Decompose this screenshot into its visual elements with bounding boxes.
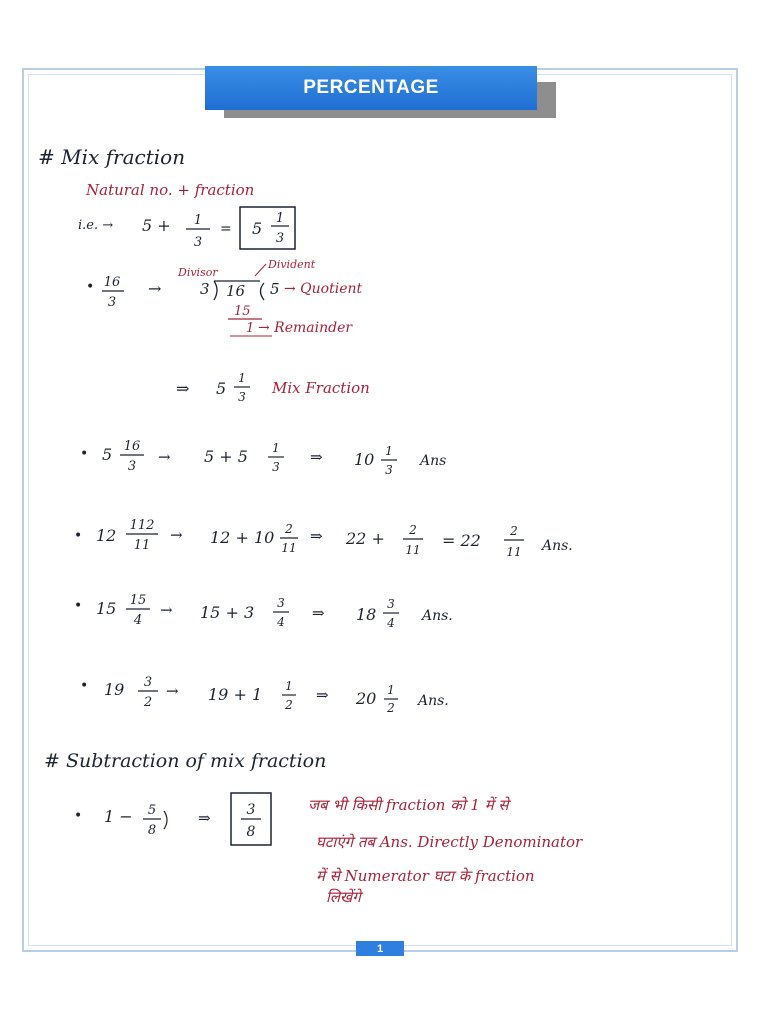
svg-text:•: •	[74, 528, 83, 544]
svg-text:⇒: ⇒	[310, 527, 323, 545]
svg-text:•: •	[74, 598, 83, 614]
svg-text:16: 16	[123, 439, 141, 454]
svg-text:18: 18	[356, 605, 377, 624]
svg-text:⇒: ⇒	[198, 809, 211, 827]
svg-text:3: 3	[127, 459, 137, 474]
svg-text:3: 3	[277, 596, 285, 610]
example-row	[74, 518, 573, 559]
svg-text:2: 2	[143, 695, 153, 710]
svg-text:Ans.: Ans.	[542, 538, 573, 554]
svg-text:→: →	[170, 526, 183, 544]
svg-text:20: 20	[356, 689, 377, 708]
svg-text:•: •	[80, 446, 89, 462]
svg-text:22 +: 22 +	[346, 529, 385, 548]
div-frac-den: 3	[107, 295, 117, 310]
divisor-value: 3	[200, 280, 210, 298]
svg-text:112: 112	[129, 518, 155, 533]
example-row	[80, 439, 446, 477]
svg-text:1: 1	[272, 441, 280, 455]
svg-text:1: 1	[385, 444, 393, 458]
svg-text:2: 2	[285, 522, 293, 536]
hindi-note	[308, 796, 583, 906]
ie-label: i.e. →	[78, 218, 114, 233]
svg-text:लिखेंगे: लिखेंगे	[326, 888, 361, 906]
ie-equals: =	[220, 221, 232, 237]
svg-text:= 22: = 22	[442, 531, 481, 550]
ie-expression: 5 +	[142, 216, 171, 235]
svg-text:4: 4	[387, 616, 395, 630]
svg-text:19: 19	[104, 680, 125, 699]
section-heading-mix-fraction: # Mix fraction	[38, 145, 186, 169]
dividend-value: 16	[226, 282, 246, 300]
result-whole: 5	[216, 379, 227, 398]
svg-text:12 + 10: 12 + 10	[210, 528, 275, 547]
svg-text:11: 11	[133, 538, 151, 553]
svg-text:8: 8	[147, 823, 157, 838]
svg-text:घटाएंगे तब Ans. Directly Denom: घटाएंगे तब Ans. Directly Denominator	[316, 833, 583, 851]
svg-text:2: 2	[387, 701, 395, 715]
svg-text:Ans.: Ans.	[418, 693, 449, 709]
subtraction-example	[74, 793, 271, 845]
svg-text:Ans: Ans	[420, 453, 447, 469]
svg-text:→: →	[166, 682, 179, 700]
svg-text:4: 4	[277, 615, 285, 629]
svg-text:19 + 1: 19 + 1	[208, 685, 263, 704]
svg-text:2: 2	[409, 523, 417, 537]
svg-text:2: 2	[510, 524, 518, 538]
page-title: PERCENTAGE	[205, 66, 537, 110]
section-heading-subtraction: # Subtraction of mix fraction	[44, 750, 327, 772]
svg-text:15: 15	[129, 593, 147, 608]
svg-text:1: 1	[387, 683, 395, 697]
svg-text:⇒: ⇒	[310, 448, 323, 466]
svg-text:3: 3	[387, 597, 395, 611]
svg-text:3: 3	[385, 463, 393, 477]
svg-text:Ans.: Ans.	[422, 608, 453, 624]
ie-result-box	[240, 207, 295, 249]
svg-text:→: →	[160, 601, 173, 619]
svg-text:2: 2	[285, 698, 293, 712]
svg-text:3: 3	[238, 390, 246, 404]
quotient-label: → Quotient	[284, 281, 363, 297]
div-frac-num: 16	[103, 275, 121, 290]
ie-result-num: 1	[275, 211, 285, 226]
svg-text:में से Numerator घटा के fracti: में से Numerator घटा के fraction	[316, 867, 535, 885]
svg-text:11: 11	[506, 545, 522, 559]
divident-label: Divident	[268, 258, 316, 271]
ie-result-whole: 5	[252, 219, 263, 238]
svg-text:4: 4	[133, 613, 143, 628]
svg-text:→: →	[158, 448, 171, 466]
product-value: 15	[234, 304, 251, 319]
svg-text:15 + 3: 15 + 3	[200, 603, 255, 622]
svg-text:⇒: ⇒	[312, 604, 325, 622]
svg-text:⇒: ⇒	[316, 686, 329, 704]
divisor-label: Divisor	[178, 266, 218, 279]
result-label: Mix Fraction	[272, 379, 370, 397]
svg-text:11: 11	[405, 543, 421, 557]
div-arrow: →	[148, 279, 162, 298]
svg-text:5 + 5: 5 + 5	[204, 447, 248, 466]
ie-frac-num: 1	[193, 213, 203, 228]
quotient-value: 5	[270, 280, 280, 298]
svg-text:15: 15	[96, 599, 117, 618]
remainder-label: → Remainder	[258, 320, 353, 336]
svg-text:3: 3	[143, 675, 153, 690]
svg-text:•: •	[86, 279, 95, 295]
svg-text:5: 5	[147, 803, 157, 818]
page-number: 1	[356, 941, 404, 956]
example-row	[74, 593, 453, 630]
svg-text:5: 5	[102, 445, 113, 464]
svg-text:1 −: 1 −	[104, 807, 133, 826]
ie-result-den: 3	[275, 231, 285, 246]
svg-text:3: 3	[272, 460, 280, 474]
svg-text:10: 10	[354, 450, 375, 469]
svg-text:12: 12	[96, 526, 117, 545]
svg-text:•: •	[74, 808, 83, 824]
definition-text: Natural no. + fraction	[86, 181, 255, 199]
result-arrow: ⇒	[176, 379, 190, 398]
svg-text:11: 11	[281, 541, 297, 555]
svg-text:8: 8	[246, 824, 256, 840]
remainder-value: 1	[246, 321, 255, 336]
svg-text:•: •	[80, 678, 89, 694]
svg-text:3: 3	[246, 802, 256, 818]
svg-text:1: 1	[238, 371, 246, 385]
svg-text:जब भी किसी fraction को 1 में स: जब भी किसी fraction को 1 में से	[308, 796, 509, 814]
ie-frac-den: 3	[193, 235, 203, 250]
example-row	[80, 675, 449, 715]
svg-text:1: 1	[285, 679, 293, 693]
